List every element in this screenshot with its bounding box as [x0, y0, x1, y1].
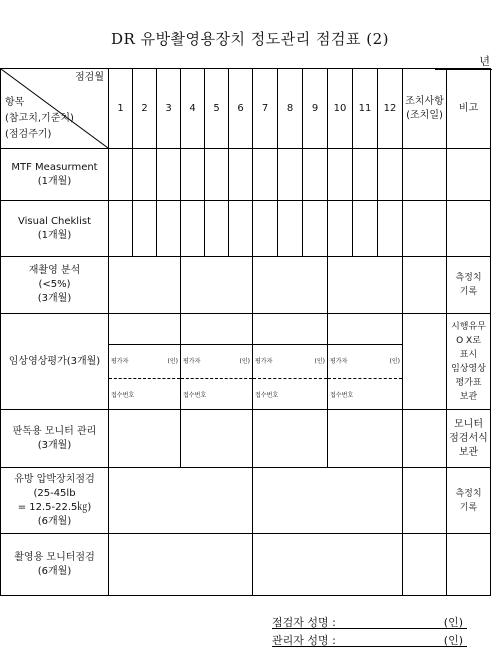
month-header: 2	[133, 69, 157, 149]
month-cell[interactable]	[205, 201, 229, 257]
sign-label: (인)	[167, 358, 178, 365]
item-label	[1, 534, 109, 596]
remark-line: 모니터	[454, 418, 483, 430]
item-line: 판독용 모니터 관리	[12, 425, 97, 437]
quarter-cell[interactable]	[109, 257, 181, 314]
item-line: (<5%)	[38, 279, 71, 290]
item-line: 임상영상평가(3개월)	[8, 355, 101, 367]
check-month-label: 점검월	[75, 72, 104, 83]
month-cell[interactable]	[278, 201, 303, 257]
sign-label: (인)	[314, 358, 325, 365]
item-header-line: 항목	[5, 97, 25, 108]
remark-line: 기록	[459, 287, 478, 297]
month-header: 9	[303, 69, 328, 149]
remark-cell	[447, 201, 491, 257]
inspector-signature-field[interactable]	[272, 614, 467, 629]
item-label	[1, 257, 109, 314]
month-cell[interactable]	[157, 149, 181, 201]
table-row	[1, 149, 491, 201]
item-line: (1개월)	[37, 229, 72, 241]
action-cell[interactable]	[403, 534, 447, 596]
clinical-quarter-cell[interactable]	[181, 314, 253, 410]
item-header-label	[5, 95, 74, 143]
number-label: 접수번호	[255, 392, 279, 399]
clinical-quarter-cell[interactable]	[109, 314, 181, 410]
month-cell[interactable]	[353, 149, 378, 201]
action-cell[interactable]	[403, 314, 447, 410]
evaluator-label: 평가자	[255, 358, 273, 365]
month-cell[interactable]	[353, 201, 378, 257]
remark-line: 기록	[459, 502, 478, 513]
month-cell[interactable]	[328, 201, 353, 257]
month-cell[interactable]	[378, 149, 403, 201]
remark-line: 보관	[458, 446, 479, 458]
quarter-cell[interactable]	[253, 257, 328, 314]
month-cell[interactable]	[303, 149, 328, 201]
remark-line: O X로	[456, 335, 481, 346]
quarter-cell[interactable]	[181, 410, 253, 468]
action-cell[interactable]	[403, 149, 447, 201]
month-cell[interactable]	[253, 201, 278, 257]
table-row	[1, 201, 491, 257]
header-diagonal-cell	[1, 69, 109, 149]
item-line: 촬영용 모니터점검	[14, 551, 95, 563]
number-label: 접수번호	[111, 392, 135, 399]
manager-sign-label: (인)	[443, 634, 463, 647]
month-header: 1	[109, 69, 133, 149]
month-cell[interactable]	[328, 149, 353, 201]
clinical-evaluator-area[interactable]	[253, 344, 327, 379]
manager-signature-field[interactable]	[272, 632, 467, 647]
action-header-line: 조치사항	[405, 95, 444, 107]
document-title: DR 유방촬영용장치 정도관리 점검표 (2)	[110, 30, 389, 48]
item-line: (6개월)	[37, 515, 72, 527]
month-header: 11	[353, 69, 378, 149]
item-label	[1, 410, 109, 468]
table-row	[1, 410, 491, 468]
month-cell[interactable]	[229, 201, 253, 257]
remark-line: 측정치	[455, 273, 482, 283]
month-cell[interactable]	[303, 201, 328, 257]
clinical-check-area[interactable]	[253, 314, 327, 345]
month-header: 8	[278, 69, 303, 149]
remark-line: 표시	[459, 349, 478, 360]
month-cell[interactable]	[109, 149, 133, 201]
month-header: 3	[157, 69, 181, 149]
clinical-quarter-cell[interactable]	[328, 314, 403, 410]
half-year-cell[interactable]	[253, 534, 403, 596]
clinical-check-area[interactable]	[328, 314, 402, 345]
clinical-evaluator-area[interactable]	[181, 344, 252, 379]
item-line: 유방 압박장치점검	[14, 473, 95, 485]
sign-label: (인)	[239, 358, 250, 365]
evaluator-label: 평가자	[111, 358, 129, 365]
clinical-evaluator-area[interactable]	[109, 344, 180, 379]
remark-cell	[447, 257, 491, 314]
clinical-check-area[interactable]	[181, 314, 252, 345]
table-row	[1, 257, 491, 314]
action-cell[interactable]	[403, 468, 447, 534]
month-cell[interactable]	[205, 149, 229, 201]
table-row	[1, 468, 491, 534]
remark-cell	[447, 534, 491, 596]
month-header: 5	[205, 69, 229, 149]
table-row	[1, 534, 491, 596]
month-header: 10	[328, 69, 353, 149]
item-line: Visual Cheklist	[18, 215, 91, 227]
inspector-sign-label: (인)	[443, 616, 463, 629]
month-header: 7	[253, 69, 278, 149]
item-line: (6개월)	[37, 565, 72, 577]
action-header-line: (조치일)	[406, 109, 443, 121]
month-cell[interactable]	[181, 149, 205, 201]
month-header: 12	[378, 69, 403, 149]
item-label	[1, 314, 109, 410]
month-cell[interactable]	[157, 201, 181, 257]
item-label	[1, 149, 109, 201]
month-cell[interactable]	[133, 149, 157, 201]
sign-label: (인)	[389, 358, 400, 365]
remarks-header: 비고	[447, 69, 491, 149]
remark-line: 측정치	[455, 488, 482, 499]
month-header: 4	[181, 69, 205, 149]
quarter-cell[interactable]	[109, 410, 181, 468]
manager-label: 관리자 성명 :	[272, 634, 336, 647]
year-label: 년	[479, 55, 490, 68]
clinical-number-area[interactable]	[181, 378, 252, 410]
remark-cell	[447, 410, 491, 468]
item-label	[1, 468, 109, 534]
action-cell[interactable]	[403, 201, 447, 257]
month-cell[interactable]	[253, 149, 278, 201]
remark-line: 임상영상	[451, 363, 486, 374]
remark-line: 보관	[459, 391, 478, 402]
item-header-line: (참고치,기준치)	[5, 113, 74, 124]
header-row	[1, 69, 491, 149]
month-header: 6	[229, 69, 253, 149]
month-cell[interactable]	[229, 149, 253, 201]
item-line: (25-45lb	[33, 487, 76, 499]
remark-line: 점검서식	[449, 432, 488, 444]
table-row	[1, 314, 491, 410]
item-line: (1개월)	[37, 175, 72, 187]
item-line: = 12.5-22.5㎏)	[17, 501, 92, 513]
item-line: (3개월)	[37, 293, 72, 304]
month-cell[interactable]	[378, 201, 403, 257]
action-cell[interactable]	[403, 410, 447, 468]
inspection-table	[0, 68, 491, 596]
quarter-cell[interactable]	[328, 257, 403, 314]
inspector-label: 점검자 성명 :	[272, 616, 336, 629]
number-label: 접수번호	[330, 392, 354, 399]
item-line: 재촬영 분석	[28, 265, 81, 276]
clinical-number-area[interactable]	[109, 378, 180, 410]
clinical-number-area[interactable]	[253, 378, 327, 410]
item-line: (3개월)	[37, 439, 72, 451]
remark-cell	[447, 314, 491, 410]
evaluator-label: 평가자	[183, 358, 201, 365]
item-line: MTF Measurment	[11, 161, 98, 173]
quarter-cell[interactable]	[253, 410, 328, 468]
item-header-line: (점검주기)	[5, 129, 52, 140]
half-year-cell[interactable]	[253, 468, 403, 534]
action-cell[interactable]	[403, 257, 447, 314]
action-header	[403, 69, 447, 149]
month-cell[interactable]	[278, 149, 303, 201]
clinical-quarter-cell[interactable]	[253, 314, 328, 410]
half-year-cell[interactable]	[109, 468, 253, 534]
half-year-cell[interactable]	[109, 534, 253, 596]
month-cell[interactable]	[181, 201, 205, 257]
clinical-check-area[interactable]	[109, 314, 180, 345]
quarter-cell[interactable]	[181, 257, 253, 314]
quarter-cell[interactable]	[328, 410, 403, 468]
evaluator-label: 평가자	[330, 358, 348, 365]
number-label: 접수번호	[183, 392, 207, 399]
clinical-number-area[interactable]	[328, 378, 402, 410]
remark-line: 평가표	[455, 377, 482, 388]
month-cell[interactable]	[133, 201, 157, 257]
clinical-evaluator-area[interactable]	[328, 344, 402, 379]
remark-line: 시행유무	[451, 321, 486, 332]
month-cell[interactable]	[109, 201, 133, 257]
remark-cell	[447, 149, 491, 201]
item-label	[1, 201, 109, 257]
remark-cell	[447, 468, 491, 534]
